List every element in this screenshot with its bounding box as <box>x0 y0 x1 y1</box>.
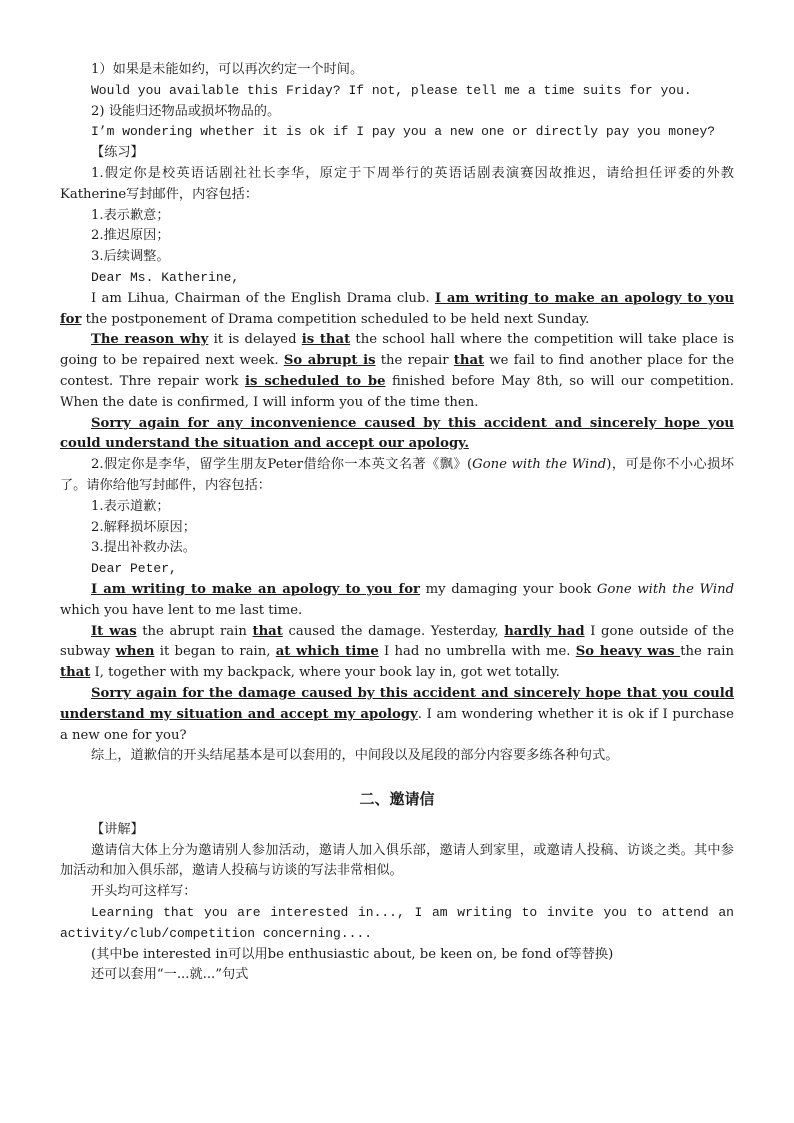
book-title: Gone with the Wind <box>472 457 607 473</box>
text-run: 2.假定你是李华，留学生朋友Peter借给你一本英文名著《飘》( <box>91 457 473 473</box>
text-run: . I am wondering whether it is ok if I purchase a new one for you? <box>60 706 734 743</box>
exercise-1-point: 1.表示歉意； <box>91 207 170 223</box>
tip-1-example: Would you available this Friday? If not, please tell me a time suits for you. <box>91 82 692 98</box>
text-run: the rain <box>680 644 734 660</box>
key-phrase: is that <box>301 332 351 348</box>
also-note: 还可以套用“一...就...”句式 <box>91 967 249 983</box>
invitation-intro: 邀请信大体上分为邀请别人参加活动，邀请人加入俱乐部，邀请人到家里，或邀请人投稿、访谈之类。其中参加活动和加入俱乐部，邀请人投稿与访谈的写法非常相似。 <box>60 842 734 879</box>
key-phrase: So heavy was <box>575 644 681 660</box>
exercise-1-point: 2.推迟原因； <box>91 228 170 244</box>
tip-2-example: I’m wondering whether it is ok if I pay you a new one or directly pay you money? <box>91 124 716 140</box>
letter-1-paragraph-2 <box>60 330 734 413</box>
exercise-2-point: 3.提出补救办法。 <box>91 540 196 556</box>
key-phrase: So abrupt is <box>283 353 376 369</box>
key-phrase: Sorry again for any inconvenience caused by this accident and sincerely hope you could understand the situation and accept our apology. <box>60 415 734 452</box>
text-run: the repair <box>375 353 454 369</box>
document-page <box>60 60 734 986</box>
text-run: it is delayed <box>208 332 302 348</box>
opening-label: 开头均可这样写： <box>91 884 197 900</box>
section-heading-invitation: 二、邀请信 <box>359 790 435 809</box>
letter-2-greeting: Dear Peter, <box>91 561 177 577</box>
replace-note: (其中be interested in可以用be enthusiastic about, be keen on, be fond of等替换) <box>91 946 614 962</box>
key-phrase: I am writing to make an apology to you for <box>91 581 420 597</box>
text-run: the school hall where the competition will take place is going to be repaired next week. <box>60 332 735 369</box>
letter-1-paragraph-1 <box>60 289 734 331</box>
letter-1-greeting: Dear Ms. Katherine, <box>91 269 240 285</box>
exercise-2-point: 1.表示道歉； <box>91 498 170 514</box>
apology-summary: 综上，道歉信的开头结尾基本是可以套用的，中间段以及尾段的部分内容要多练各种句式。 <box>91 748 619 764</box>
key-phrase: hardly had <box>504 623 585 639</box>
text-run: it began to rain, <box>154 644 276 660</box>
letter-2-closing <box>60 684 734 746</box>
letter-1-closing <box>60 414 734 456</box>
key-phrase: It was <box>91 623 137 639</box>
key-phrase: I am writing to make an apology to you for <box>60 290 734 327</box>
text-run: which you have lent to me last time. <box>60 602 303 618</box>
exercise-1-point: 3.后续调整。 <box>91 249 170 265</box>
text-run: finished before May 8th, so will our competition. When the date is confirmed, I will inform you of the time then. <box>60 373 734 410</box>
book-title: Gone with the Wind <box>596 581 735 597</box>
tip-2: 2) 设能归还物品或损坏物品的。 <box>91 103 281 119</box>
key-phrase: at which time <box>275 644 379 660</box>
letter-2-paragraph-2 <box>60 622 734 684</box>
text-run: we fail to find another place for the contest. Thre repair work <box>60 353 735 389</box>
key-phrase: is scheduled to be <box>245 373 386 389</box>
tip-1: 1）如果是未能如约，可以再次约定一个时间。 <box>91 62 364 77</box>
key-phrase: that <box>252 623 283 639</box>
explain-label: 【讲解】 <box>91 821 144 837</box>
exercise-1-prompt: 1.假定你是校英语话剧社社长李华，原定于下周举行的英语话剧表演赛因故推迟，请给担任评委的外教Katherine写封邮件，内容包括： <box>60 165 734 202</box>
practice-label: 【练习】 <box>91 145 144 161</box>
key-phrase: when <box>115 644 155 660</box>
key-phrase: that <box>453 353 485 369</box>
text-run: I had no umbrella with me. <box>378 644 576 660</box>
exercise-2-prompt <box>60 455 734 497</box>
text-run: the postponement of Drama competition scheduled to be held next Sunday. <box>81 311 590 327</box>
text-run: I am Lihua, Chairman of the English Drama club. <box>91 290 435 306</box>
text-run: my damaging your book <box>419 581 597 597</box>
key-phrase: Sorry again for the damage caused by this accident and sincerely hope that you could understand my situation and accept my apology <box>60 685 734 722</box>
text-run: caused the damage. Yesterday, <box>282 623 505 639</box>
text-run: I, together with my backpack, where your book lay in, got wet totally. <box>90 665 560 681</box>
letter-2-paragraph-1 <box>60 580 734 622</box>
key-phrase: that <box>60 665 91 681</box>
key-phrase: The reason why <box>91 332 209 348</box>
text-run: the abrupt rain <box>136 623 253 639</box>
opening-example: Learning that you are interested in..., I am writing to invite you to attend an activity/club/competition concerning.... <box>60 905 734 941</box>
exercise-2-point: 2.解释损坏原因； <box>91 519 196 535</box>
text-run: I gone outside of the subway <box>60 623 735 660</box>
text-run: )，可是你不小心损坏了。请你给他写封邮件，内容包括： <box>60 457 734 493</box>
